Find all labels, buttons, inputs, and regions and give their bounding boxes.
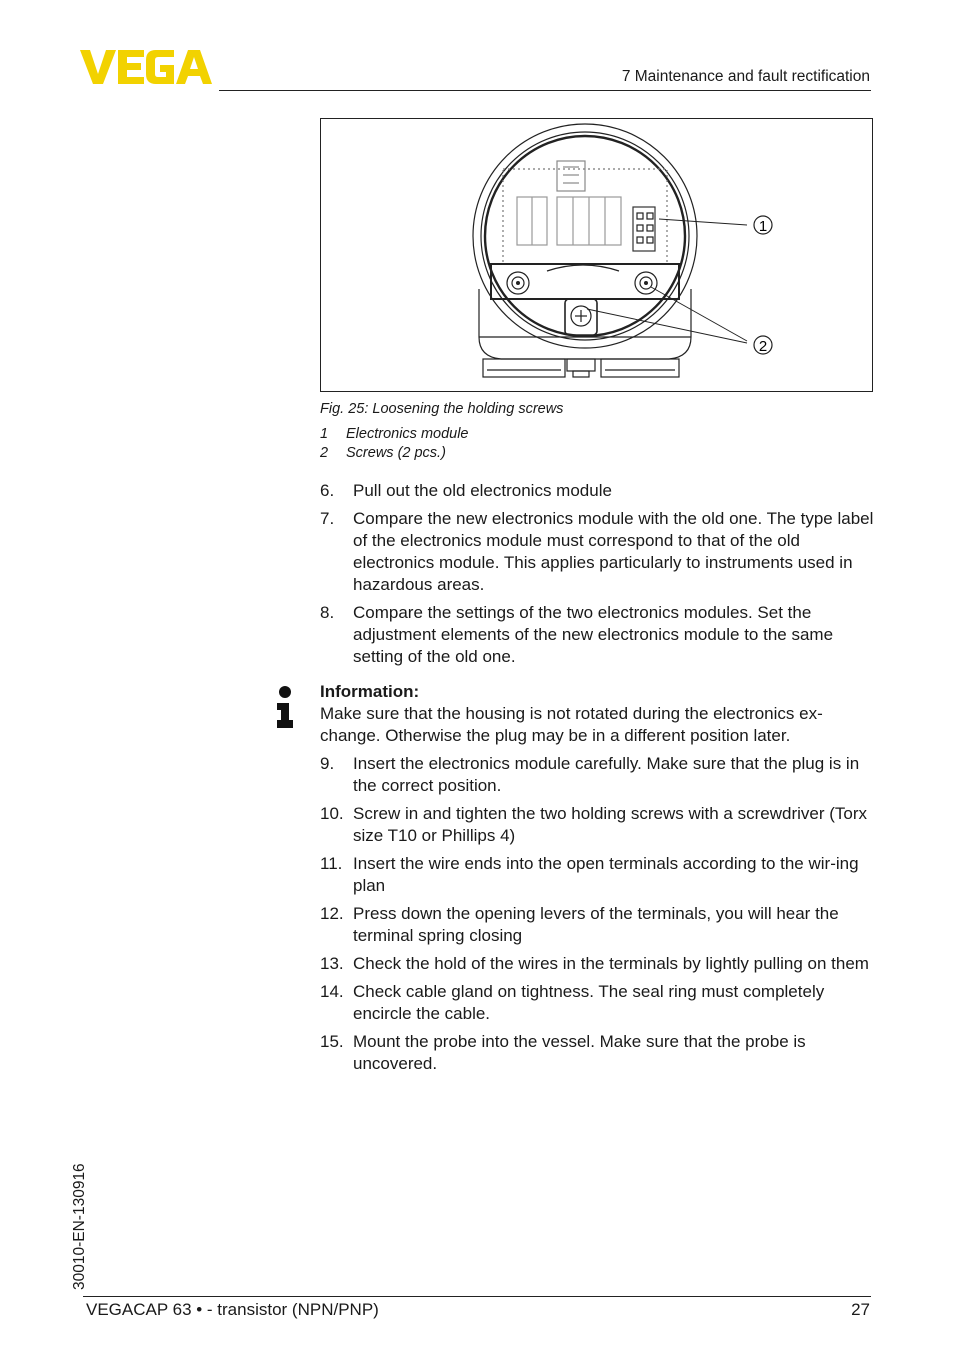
information-note <box>320 681 875 747</box>
step-number: 11. <box>320 854 343 873</box>
step-text: Insert the electronics module carefully. Make sure that the plug is in the correct position. <box>353 754 860 795</box>
step-number: 13. <box>320 954 344 973</box>
step-text: Check cable gland on tightness. The seal ring must completely encircle the cable. <box>353 982 825 1023</box>
figure-legend <box>320 426 469 464</box>
step-list-a <box>320 480 875 674</box>
step-number: 10. <box>320 804 344 823</box>
step-item <box>320 803 875 847</box>
step-item <box>320 480 875 502</box>
legend-item <box>320 426 469 445</box>
step-text: Pull out the old electronics module <box>353 481 612 500</box>
document-code: 30010-EN-130916 <box>71 1163 88 1290</box>
header-rule <box>219 90 871 91</box>
step-item <box>320 853 875 897</box>
callout-2: 2 <box>758 338 768 355</box>
step-item <box>320 953 875 975</box>
figure-caption: Fig. 25: Loosening the holding screws <box>320 401 564 417</box>
step-text: Check the hold of the wires in the terminals by lightly pulling on them <box>353 954 869 973</box>
step-text: Mount the probe into the vessel. Make sure that the probe is uncovered. <box>353 1032 806 1073</box>
step-text: Insert the wire ends into the open terminals according to the wir-ing plan <box>353 854 859 895</box>
header-section-title: 7 Maintenance and fault rectification <box>621 68 870 85</box>
step-text: Screw in and tighten the two holding screws with a screwdriver (Torx size T10 or Phillips 4) <box>353 804 867 845</box>
figure-electronics-housing <box>320 118 873 392</box>
info-icon <box>275 686 295 728</box>
info-body: Make sure that the housing is not rotated during the electronics ex-change. Otherwise the plug may be in a different position later. <box>320 704 823 745</box>
step-number: 8. <box>320 603 335 622</box>
legend-number: 2 <box>320 445 329 461</box>
page-number: 27 <box>851 1300 870 1319</box>
step-item <box>320 602 875 668</box>
callout-1: 1 <box>758 218 768 235</box>
step-list-b <box>320 753 875 1081</box>
step-number: 15. <box>320 1032 344 1051</box>
step-item <box>320 753 875 797</box>
step-text: Compare the new electronics module with the old one. The type label of the electronics module must correspond to that of the old electronics module. This applies particularly to instruments used in hazardous areas. <box>353 509 874 594</box>
step-item <box>320 981 875 1025</box>
step-item <box>320 1031 875 1075</box>
step-number: 9. <box>320 754 335 773</box>
footer-rule <box>83 1296 871 1297</box>
step-text: Press down the opening levers of the terminals, you will hear the terminal spring closing <box>353 904 839 945</box>
step-item <box>320 508 875 596</box>
step-number: 14. <box>320 982 344 1001</box>
step-number: 12. <box>320 904 344 923</box>
step-item <box>320 903 875 947</box>
step-number: 7. <box>320 509 335 528</box>
legend-text: Screws (2 pcs.) <box>346 445 446 461</box>
footer-product: VEGACAP 63 • - transistor (NPN/PNP) <box>86 1300 379 1319</box>
info-title: Information: <box>320 682 420 701</box>
step-number: 6. <box>320 481 335 500</box>
legend-number: 1 <box>320 426 329 442</box>
step-text: Compare the settings of the two electronics modules. Set the adjustment elements of the new electronics module to the same setting of the old one. <box>353 603 834 666</box>
legend-text: Electronics module <box>346 426 469 442</box>
housing-drawing <box>321 119 874 393</box>
vega-logo <box>80 50 212 84</box>
legend-item <box>320 445 469 464</box>
